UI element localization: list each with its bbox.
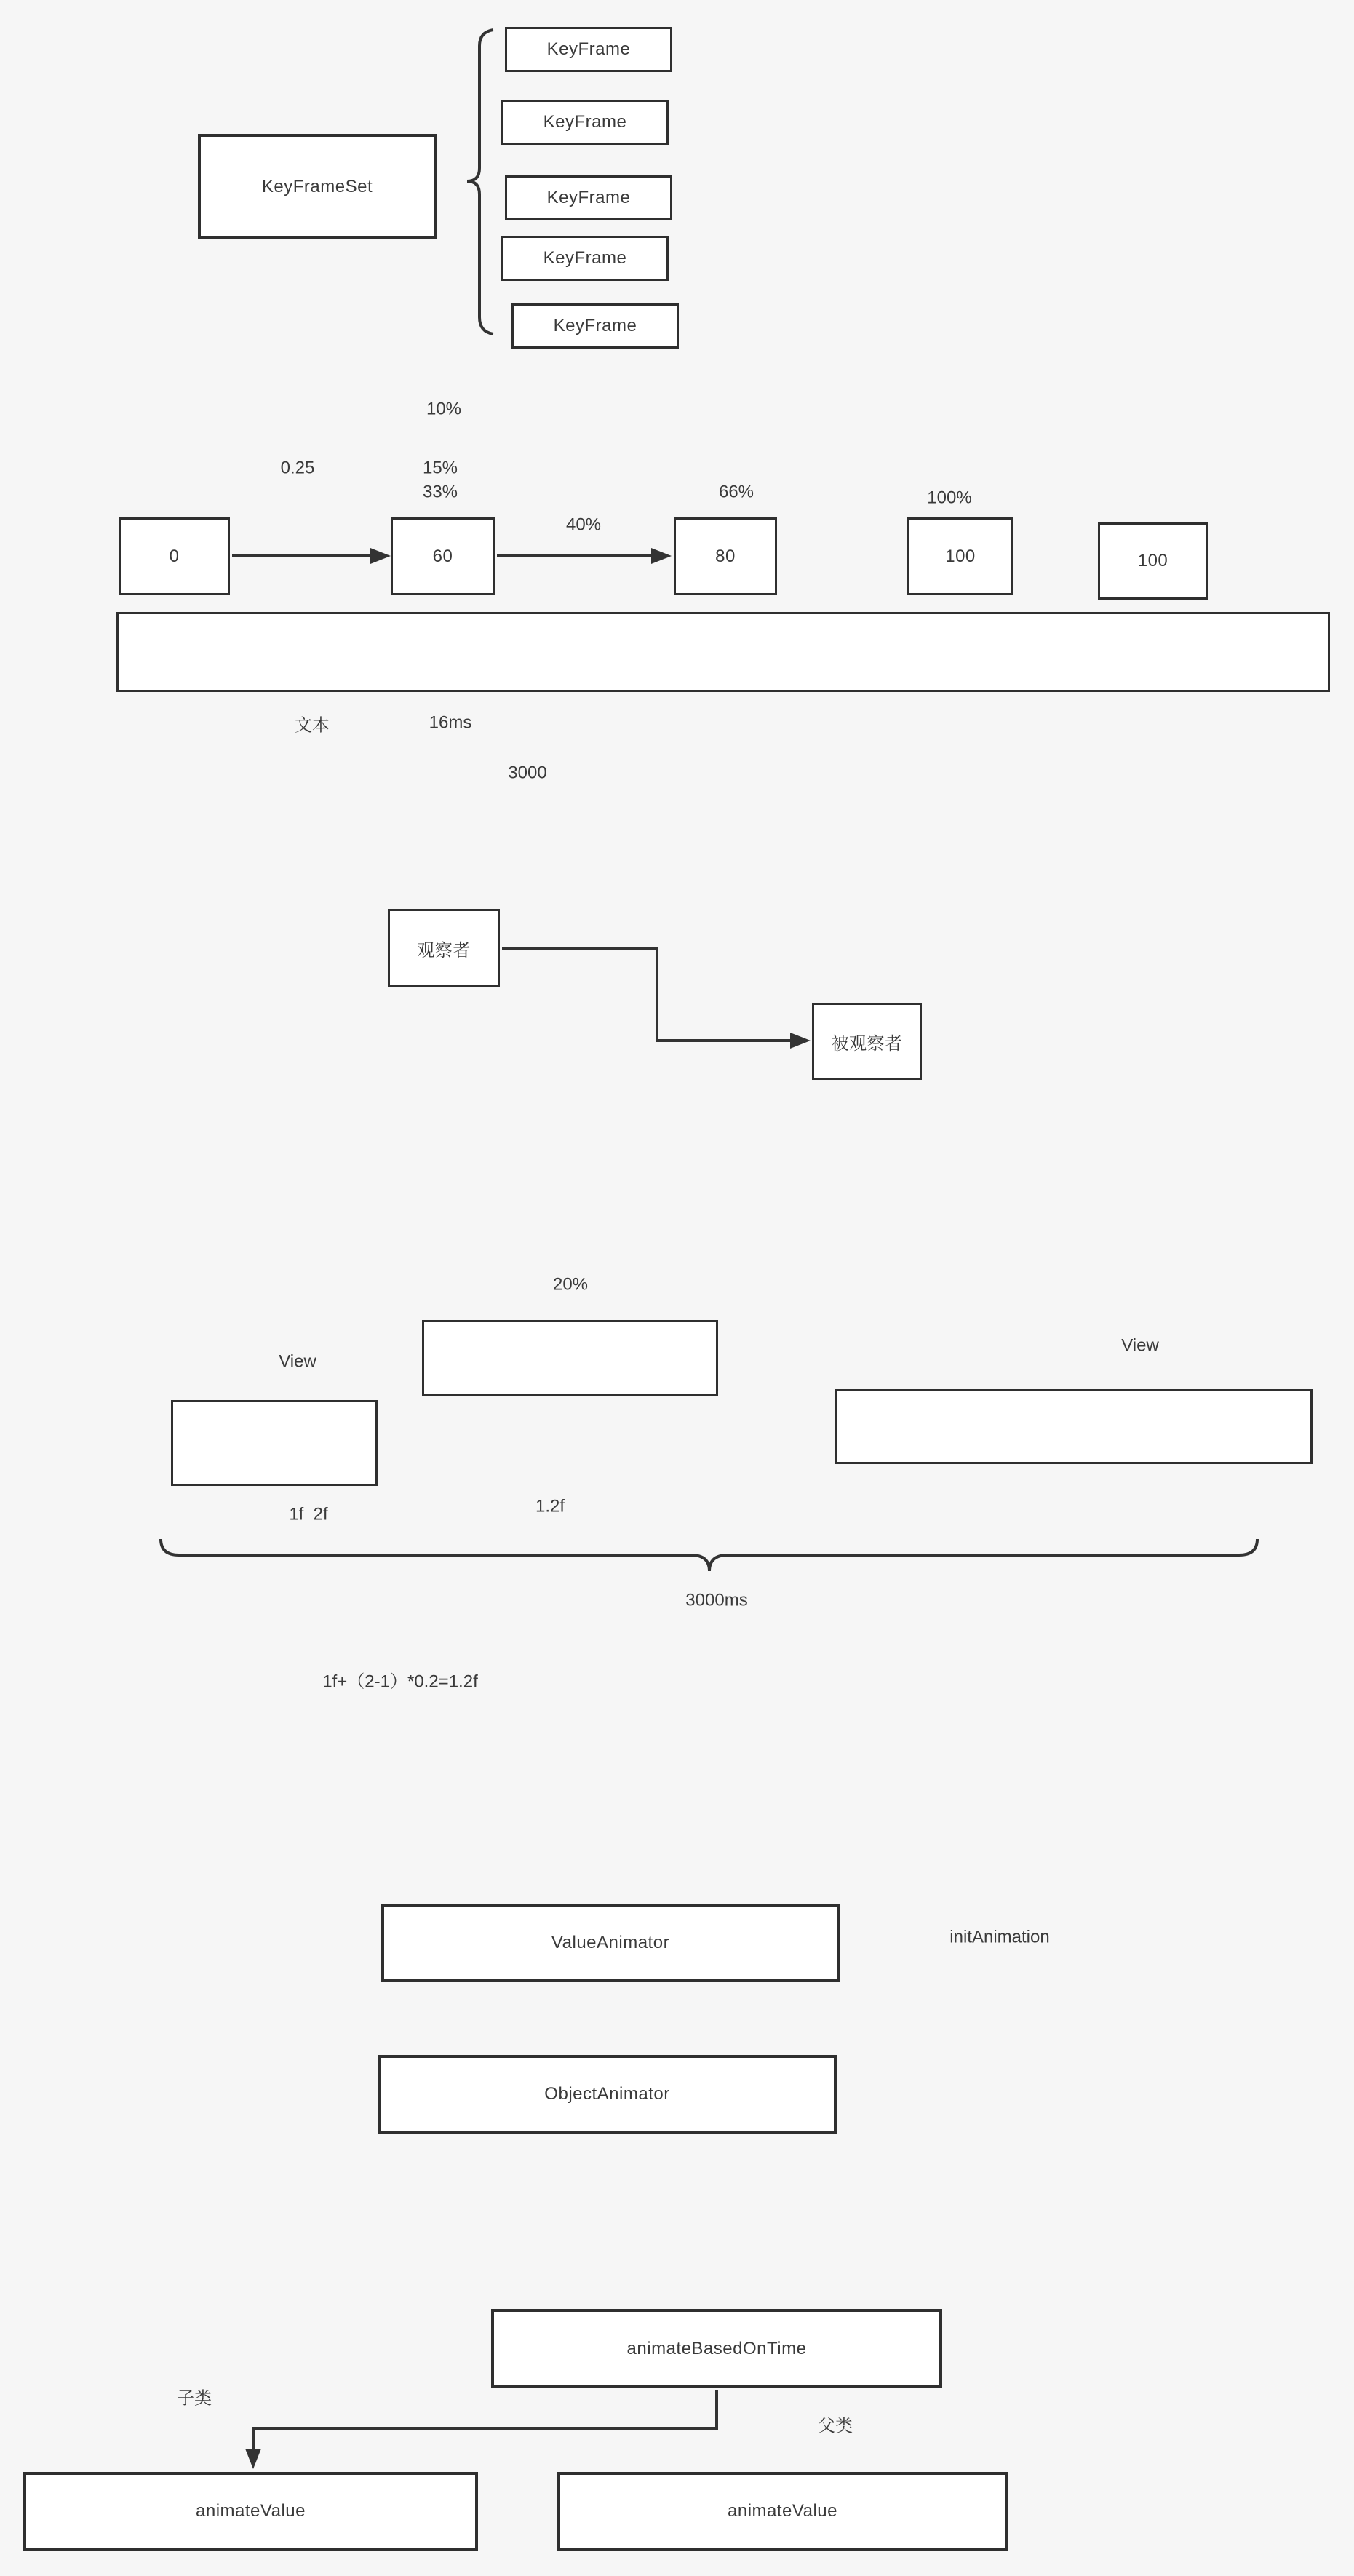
value-node-60: 60 — [391, 517, 495, 595]
label-duration-3000ms: 3000ms — [685, 1590, 748, 1610]
value-node-100b: 100 — [1098, 522, 1208, 600]
value-node-100a: 100 — [907, 517, 1013, 595]
label-percent-40: 40% — [565, 514, 602, 535]
keyframeset-box: KeyFrameSet — [198, 134, 437, 239]
label-percent-100: 100% — [927, 488, 972, 508]
label-percent-10: 10% — [426, 399, 462, 419]
keyframe-box-2: KeyFrame — [501, 100, 669, 145]
keyframe-box-3: KeyFrame — [505, 175, 672, 220]
value-animator-box: ValueAnimator — [381, 1904, 840, 1982]
label-parent-class: 父类 — [818, 2416, 853, 2436]
keyframeset-brace — [467, 30, 493, 334]
scale-end-box — [835, 1389, 1313, 1464]
label-init-animation: initAnimation — [949, 1927, 1050, 1947]
keyframe-box-5: KeyFrame — [511, 303, 679, 349]
animate-value-parent-box: animateValue — [557, 2472, 1008, 2551]
keyframe-box-4: KeyFrame — [501, 236, 669, 281]
label-view-left: View — [279, 1351, 316, 1372]
timeline-track-box — [116, 612, 1330, 692]
label-view-right: View — [1121, 1335, 1159, 1356]
object-animator-box: ObjectAnimator — [378, 2055, 837, 2134]
inheritance-connector — [253, 2390, 717, 2451]
label-frame-interval: 16ms — [429, 712, 472, 733]
label-percent-33: 33% — [422, 482, 458, 502]
label-percent-15: 15% — [422, 458, 458, 478]
label-percent-20: 20% — [552, 1274, 589, 1295]
scale-mid-box — [422, 1320, 718, 1396]
observer-connector — [502, 948, 793, 1041]
animate-value-child-box: animateValue — [23, 2472, 478, 2551]
label-result-value: 1.2f — [535, 1496, 565, 1516]
keyframe-box-1: KeyFrame — [505, 27, 672, 72]
observer-box: 观察者 — [388, 909, 500, 987]
label-interp-value: 0.25 — [280, 458, 315, 478]
label-child-class: 子类 — [177, 2388, 212, 2409]
label-percent-66: 66% — [718, 482, 754, 502]
value-node-80: 80 — [674, 517, 777, 595]
arrow-60-80-head — [651, 548, 672, 564]
observer-connector-head — [790, 1033, 811, 1049]
duration-brace — [161, 1539, 1257, 1571]
observed-box: 被观察者 — [812, 1003, 922, 1080]
value-node-0: 0 — [119, 517, 230, 595]
animate-based-on-time-box: animateBasedOnTime — [491, 2309, 942, 2388]
arrow-0-60-head — [370, 548, 391, 564]
label-from-values: 1f 2f — [289, 1504, 328, 1524]
label-duration-3000: 3000 — [508, 763, 547, 783]
label-formula: 1f+（2-1）*0.2=1.2f — [322, 1671, 478, 1692]
scale-start-box — [171, 1400, 378, 1486]
label-text-cn: 文本 — [295, 715, 330, 736]
inheritance-connector-head — [245, 2449, 261, 2469]
